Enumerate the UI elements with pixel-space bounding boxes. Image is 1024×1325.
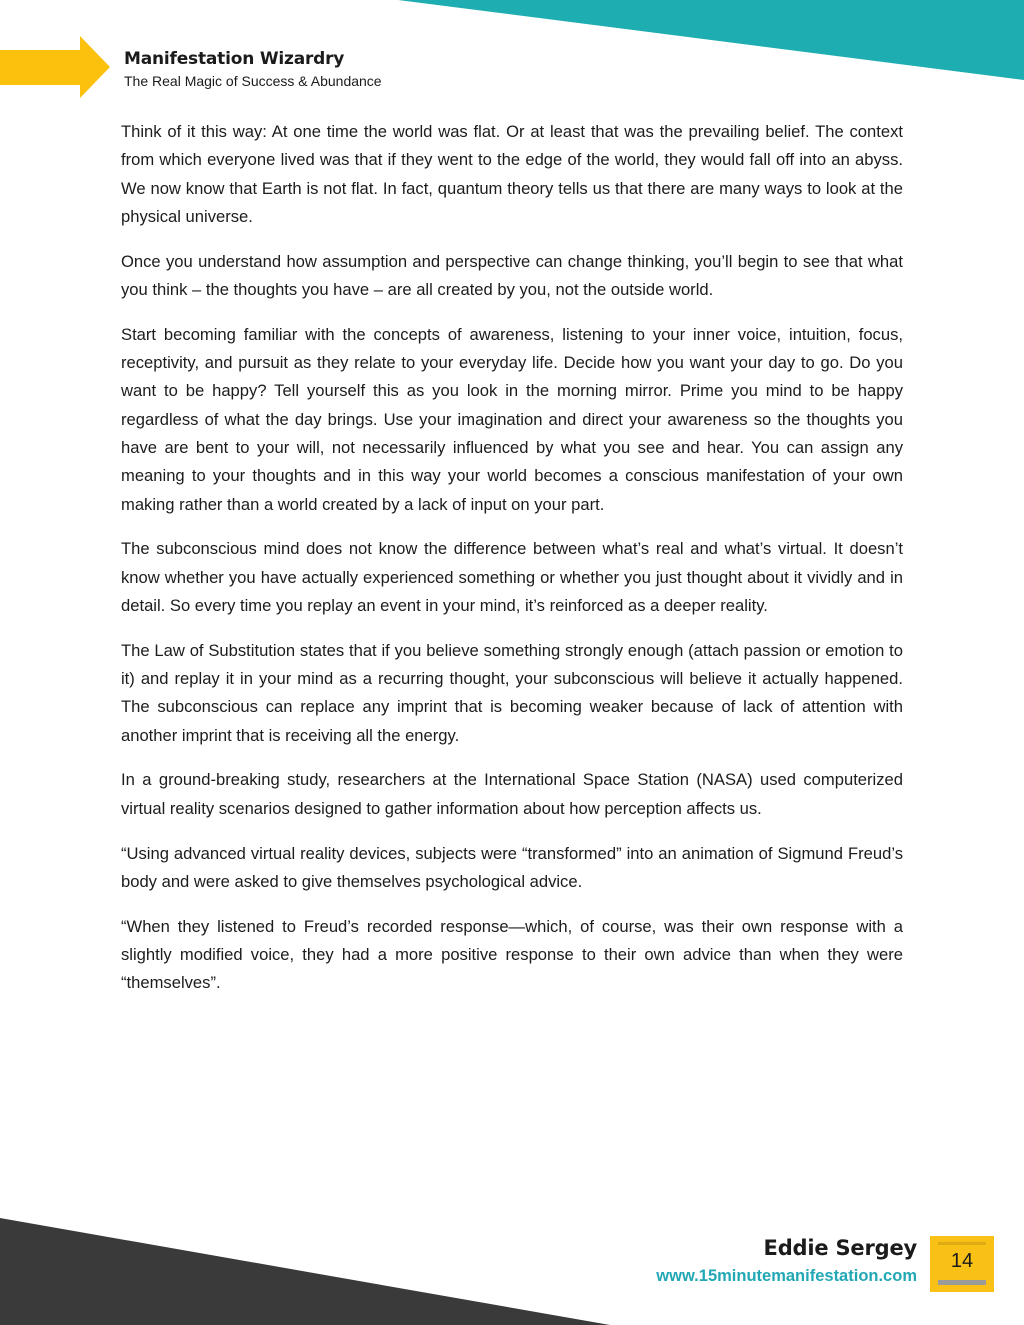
paragraph: The Law of Substitution states that if you believe something strongly enough (attach passion or emotion to it) and replay it in your mind as a recurring thought, your subconscious will believe it actually happened. The subconscious can replace any imprint that is becoming weaker because of lack of attention with another imprint that is receiving all the energy. <box>121 640 903 745</box>
top-teal-band <box>398 0 1024 80</box>
paragraph: “Using advanced virtual reality devices, subjects were “transformed” into an animation of Sigmund Freud’s body and were asked to give themselves psychological advice. <box>121 843 903 891</box>
paragraph: “When they listened to Freud’s recorded response—which, of course, was their own response with a slightly modified voice, they had a more positive response to their own advice than when they were “themselves”. <box>121 916 903 993</box>
page-number: 14 <box>950 1250 974 1272</box>
paragraph: Once you understand how assumption and perspective can change thinking, you’ll begin to see that what you think – the thoughts you have – are all created by you, not the outside world. <box>121 251 903 299</box>
bottom-dark-band <box>0 1218 610 1325</box>
footer-author: Eddie Sergey <box>763 1236 917 1260</box>
badge-top-bar <box>938 1242 986 1245</box>
document-header <box>124 48 382 91</box>
paragraph: The subconscious mind does not know the difference between what’s real and what’s virtual. It doesn’t know whether you have actually experienced something or whether you just thought about it vividly and in detail. So every time you replay an event in your mind, it’s reinforced as a deeper reality. <box>121 539 903 615</box>
badge-bottom-bar <box>938 1280 986 1285</box>
footer-website-link[interactable]: www.15minutemanifestation.com <box>656 1267 917 1285</box>
page-number-badge <box>930 1236 994 1292</box>
header-subtitle: The Real Magic of Success & Abundance <box>124 73 382 89</box>
body-text <box>121 118 903 1014</box>
header-title: Manifestation Wizardry <box>124 49 345 69</box>
header-arrow-icon <box>0 36 110 98</box>
paragraph: Think of it this way: At one time the world was flat. Or at least that was the prevailing belief. The context from which everyone lived was that if they went to the edge of the world, they would fall off into an abyss. We now know that Earth is not flat. In fact, quantum theory tells us that there are many ways to look at the physical universe. <box>121 122 903 226</box>
paragraph: In a ground-breaking study, researchers at the International Space Station (NASA) used computerized virtual reality scenarios designed to gather information about how perception affects us. <box>121 770 903 818</box>
paragraph: Start becoming familiar with the concepts of awareness, listening to your inner voice, intuition, focus, receptivity, and pursuit as they relate to your everyday life. Decide how you want your day to go. Do you want to be happy? Tell yourself this as you look in the morning mirror. Prime you mind to be happy regardless of what the day brings. Use your imagination and direct your awareness so the thoughts you have are bent to your will, not necessarily influenced by what you see and hear. You can assign any meaning to your thoughts and in this way your world becomes a conscious manifestation of your own making rather than a world created by a lack of input on your part. <box>121 324 903 514</box>
